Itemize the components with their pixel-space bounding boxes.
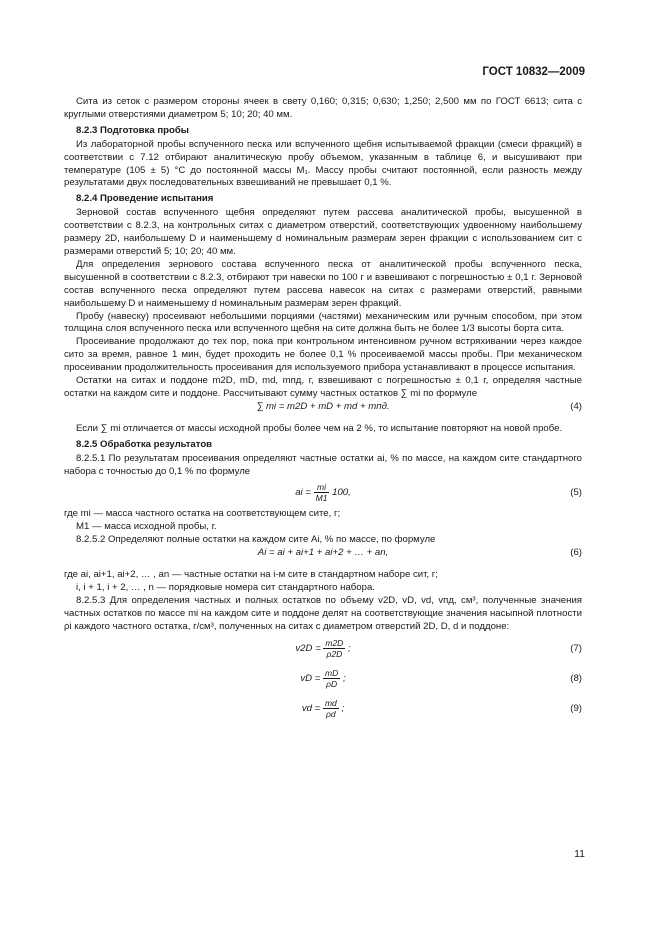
numerator: mi	[314, 482, 330, 493]
formula-lhs: v2D =	[295, 642, 321, 654]
formula-expression: Ai = ai + ai+1 + ai+2 + … + an,	[257, 547, 389, 559]
paragraph: Зерновой состав вспученного щебня определяют путем рассева аналитической пробы, высушенной в соответствии с 8.2.3, на контрольных ситах с диаметром отверстий, соответствующих удвоенному наибольшему размеру 2D, наибольшему D и наименьшему d номинальным размерам зерен фракции с использованием сит с размерами отверстий 5; 10; 20; 40 мм.	[64, 207, 582, 257]
formula-number: (5)	[570, 487, 582, 499]
formula-5	[64, 478, 582, 508]
where-clause: где ai, ai+1, ai+2, … , an — частные остатки на i-м сите в стандартном наборе сит, г;	[64, 569, 438, 581]
formula-9	[64, 694, 582, 724]
numerator: m2D	[325, 637, 344, 648]
paragraph: Просеивание продолжают до тех пор, пока при контрольном интенсивном ручном встряхивании через каждое сито за время, равное 1 мин, будет проходить не более 0,1 % просеиваемой массы пробы. При механическом просеивании продолжительность просеивания для используемого прибора устанавливают в процессе испытания.	[64, 336, 582, 374]
fraction	[323, 638, 345, 659]
formula-6	[64, 547, 582, 569]
document-body	[64, 96, 582, 724]
formula-number: (9)	[570, 702, 582, 714]
formula-8	[64, 664, 582, 694]
formula-expression: ∑ mi = m2D + mD + md + mпд.	[256, 400, 390, 412]
where-clause: i, i + 1, i + 2, … , n — порядковые номера сит стандартного набора.	[76, 582, 375, 594]
paragraph: Пробу (навеску) просеивают небольшими порциями (частями) механическим или ручным способом, при этом толщина слоя вспученного песка или вспученного щебня на сите должна быть не более 1/3 высоты борта сита.	[64, 310, 582, 335]
formula-end: ;	[341, 702, 345, 714]
formula-7	[64, 634, 582, 664]
formula-lhs: vD =	[300, 672, 321, 684]
formula-end: ;	[347, 642, 351, 654]
numerator: mD	[325, 667, 339, 678]
paragraph: Для определения зернового состава вспученного песка от аналитической пробы вспученного песка, высушенной в соответствии с 8.2.3, отбирают три навески по 100 г и взвешивают с погрешностью ± 0,1 г. Зерновой состав вспученного песка определяют путем рассева навесок на ситах с размерами отверстий, равными наибольшему D и наименьшему d номинальным размерам зерен фракций.	[64, 258, 582, 309]
denominator: ρ2D	[326, 648, 343, 659]
formula-4	[64, 401, 582, 423]
paragraph: 8.2.5.1 По результатам просеивания определяют частные остатки ai, % по массе, на каждом сите стандартного набора с точностью до 0,1 % по формуле	[64, 452, 582, 477]
formula-number: (6)	[570, 547, 582, 559]
fraction	[323, 668, 340, 689]
fraction	[323, 698, 339, 719]
section-heading: 8.2.3 Подготовка пробы	[76, 124, 189, 136]
formula-number: (8)	[570, 672, 582, 684]
fraction	[314, 482, 330, 503]
paragraph: Сита из сеток с размером стороны ячеек в свету 0,160; 0,315; 0,630; 1,250; 2,500 мм по ГОСТ 6613; сита с круглыми отверстиями диаметром 5; 10; 20; 40 мм.	[64, 96, 582, 120]
denominator: ρd	[326, 708, 336, 719]
paragraph: Если ∑ mi отличается от массы исходной пробы более чем на 2 %, то испытание повторяют на новой пробе.	[76, 422, 563, 434]
section-heading: 8.2.5 Обработка результатов	[76, 438, 213, 450]
paragraph: Остатки на ситах и поддоне m2D, mD, md, mпд, г, взвешивают с погрешностью ± 0,1 г, определяя частные остатки на каждом сите и поддоне. Рассчитывают сумму частных остатков ∑ mi по формуле	[64, 375, 582, 399]
standard-code: ГОСТ 10832—2009	[482, 66, 585, 78]
where-clause: где mi — масса частного остатка на соответствующем сите, г;	[64, 508, 341, 520]
denominator: M1	[315, 493, 328, 504]
formula-number: (4)	[570, 400, 582, 412]
paragraph: 8.2.5.2 Определяют полные остатки на каждом сите Ai, % по массе, по формуле	[76, 534, 436, 546]
page-number: 11	[574, 848, 585, 860]
paragraph: 8.2.5.3 Для определения частных и полных остатков по объему v2D, vD, vd, vпд, см³, полученные значения частных остатков по массе mi на каждом сите и поддоне делят на соответствующие значения насыпной плотности ρi каждого частного остатка, г/см³, полученных на ситах с диаметром отверстий 2D, D, d и поддоне:	[64, 595, 582, 632]
formula-number: (7)	[570, 642, 582, 654]
where-clause: M1 — масса исходной пробы, г.	[76, 521, 217, 533]
numerator: md	[324, 697, 337, 708]
formula-lhs: vd =	[301, 702, 321, 714]
formula-lhs: ai =	[295, 487, 311, 499]
formula-end: ;	[342, 672, 346, 684]
formula-rhs: 100,	[332, 487, 351, 499]
section-heading: 8.2.4 Проведение испытания	[76, 193, 214, 205]
paragraph: Из лабораторной пробы вспученного песка или вспученного щебня испытываемой фракции (смеси фракций) в соответствии с 7.12 отбирают аналитическую пробу объемом, указанным в таблице 6, и высушивают при температуре (105 ± 5) °С до постоянной массы M₁. Массу пробы считают постоянной, если разность между результатами двух последовательных взвешиваний не превышает 0,1 %.	[64, 138, 582, 189]
denominator: ρD	[326, 678, 338, 689]
